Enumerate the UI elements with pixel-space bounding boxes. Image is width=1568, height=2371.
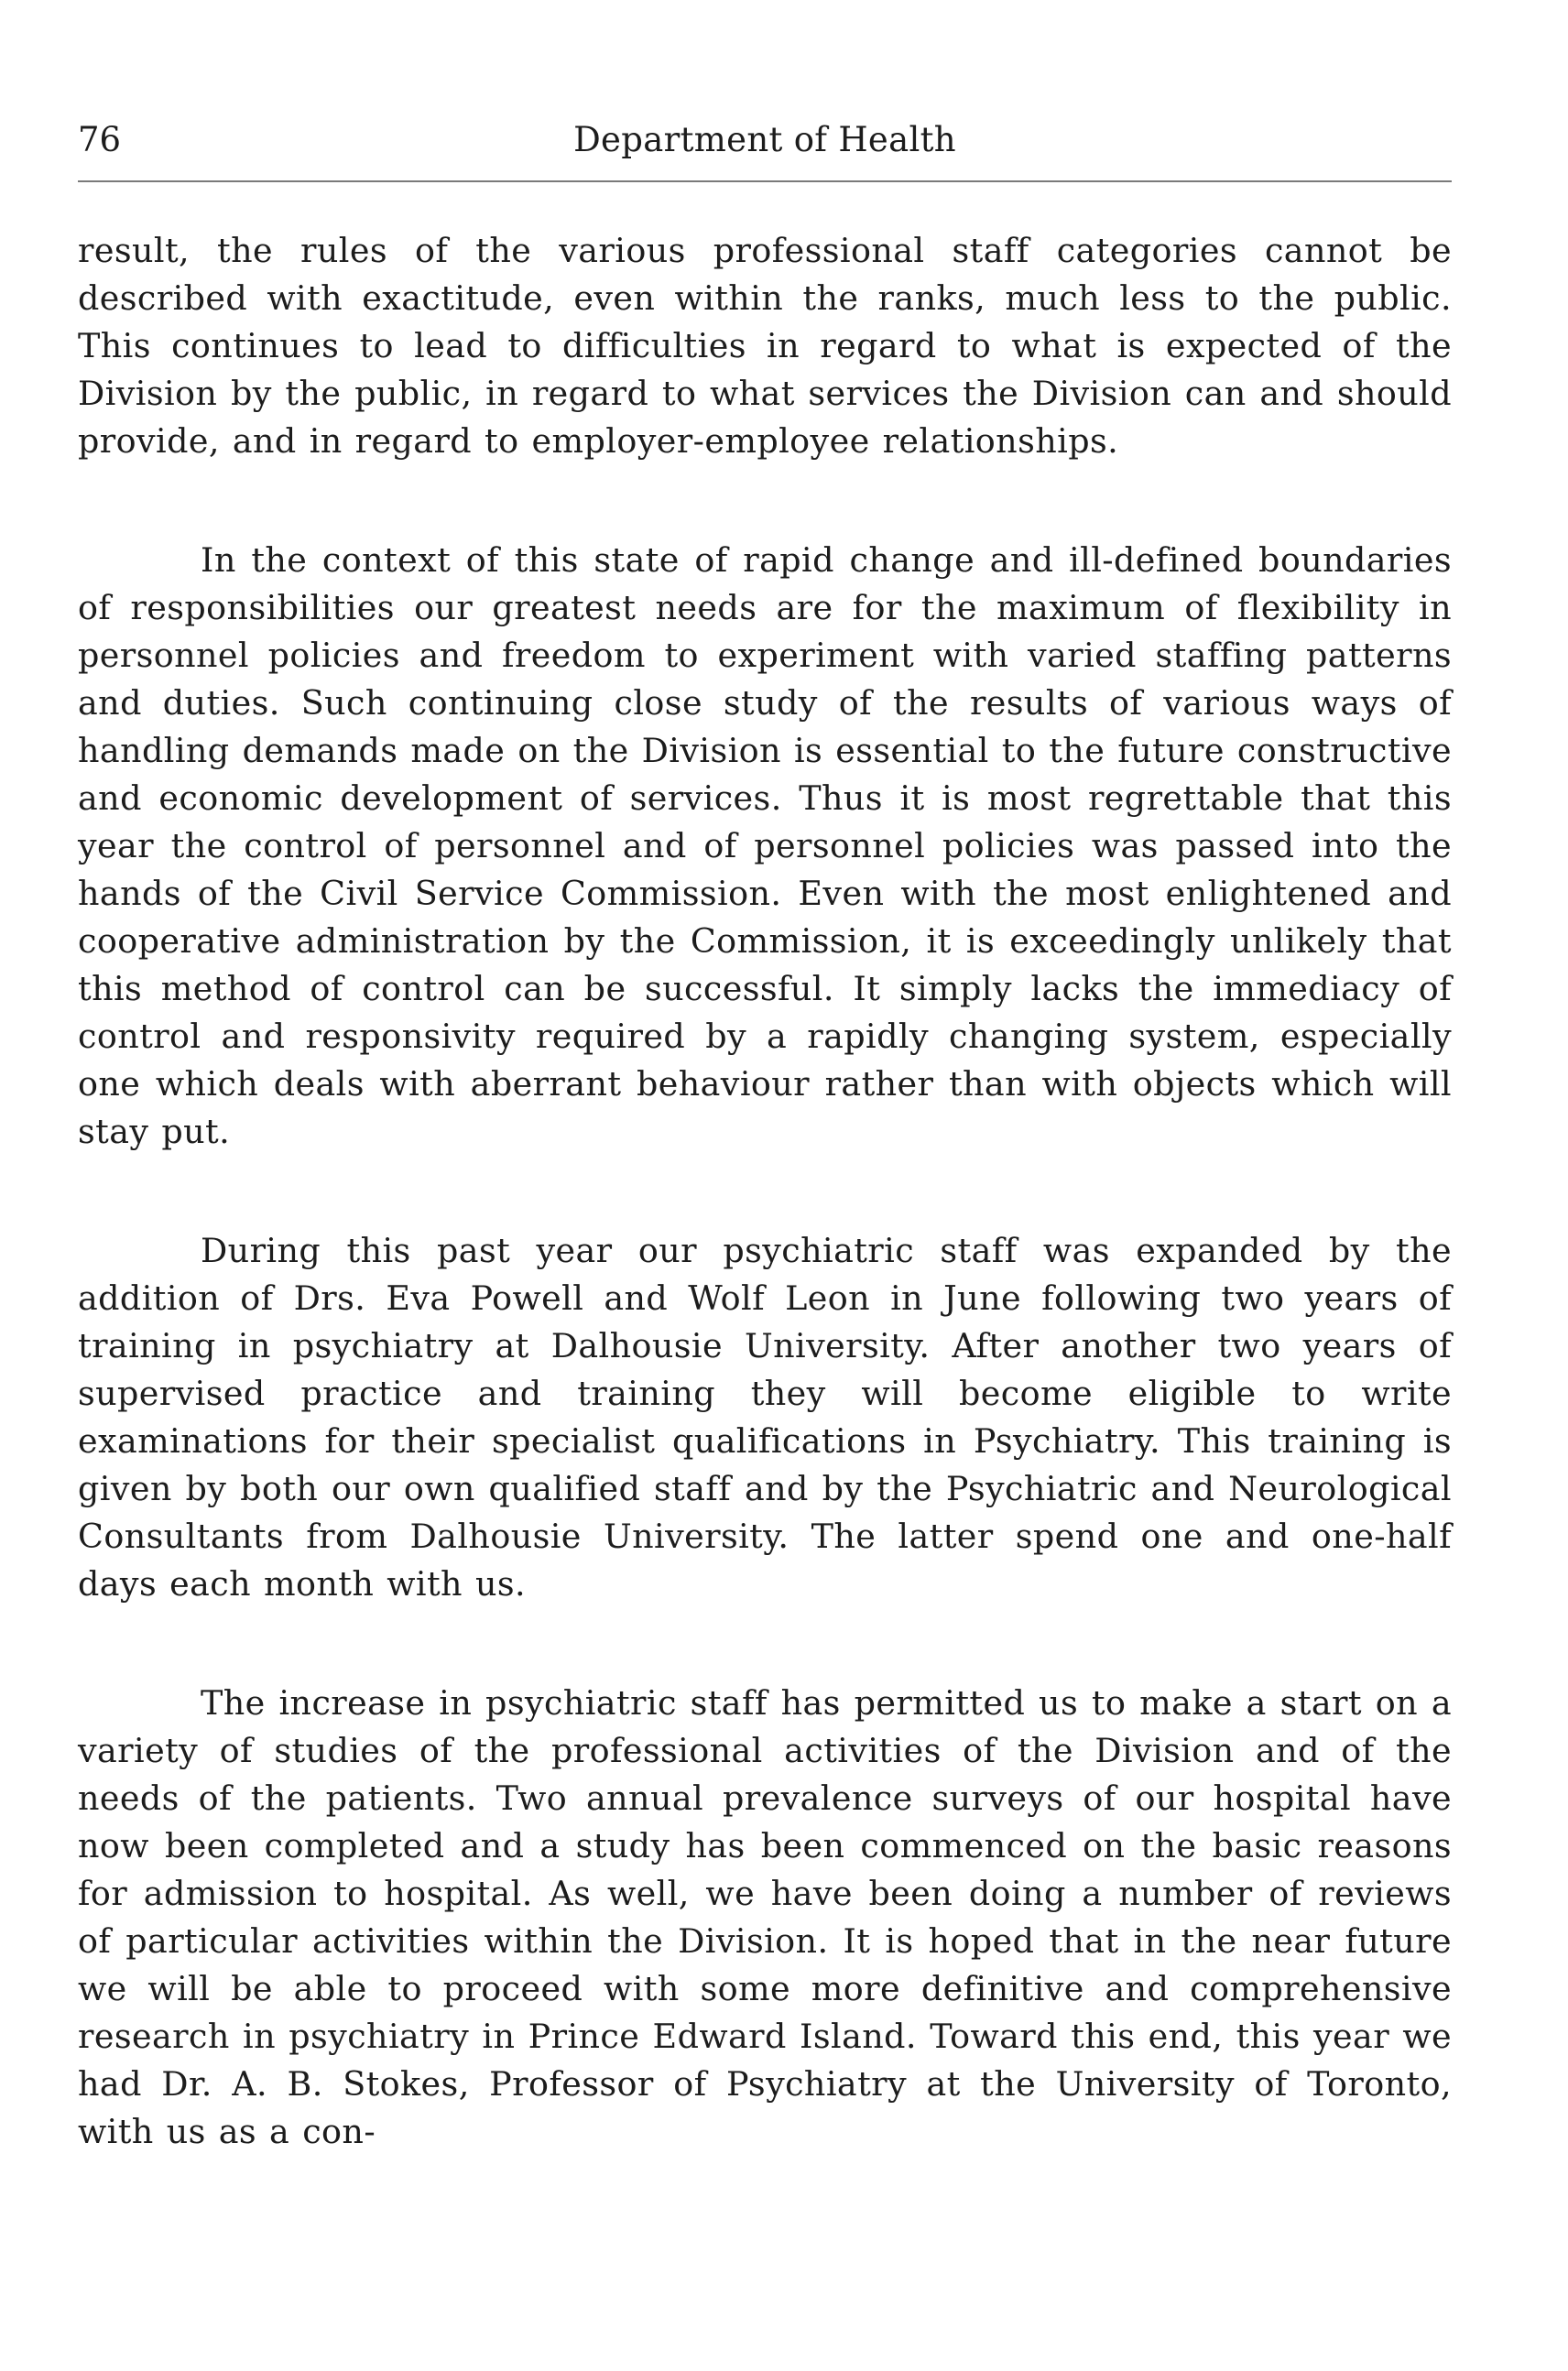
paragraph-continuation: result, the rules of the various professional staff categories cannot be described with exactitude, even within the ranks, much less to the public. This continues to lead to difficulties in regard to what is expected of the Division by the public, in regard to what services the Division can and should provide, and in regard to employer-employee relationships. (78, 231, 1452, 461)
running-head: Department of Health (573, 120, 956, 159)
page-number: 76 (78, 120, 122, 159)
paragraph-psychiatric-staff: During this past year our psychiatric staff was expanded by the addition of Drs. Eva Powell and Wolf Leon in June following two years of training in psychiatry at Dalhousie University. After another two years of supervised practice and training they will become eligible to write examinations for their specialist qualifications in Psychiatry. This training is given by both our own qualified staff and by the Psychiatric and Neurological Consultants from Dalhousie University. The latter spend one and one-half days each month with us. (78, 1231, 1452, 1604)
header-rule (78, 180, 1452, 182)
paragraph-personnel-policies: In the context of this state of rapid change and ill-defined boundaries of responsibilities our greatest needs are for the maximum of flexibility in personnel policies and freedom to experiment with varied staffing patterns and duties. Such continuing close study of the results of various ways of handling demands made on the Division is essential to the future constructive and economic development of services. Thus it is most regrettable that this year the control of personnel and of personnel policies was passed into the hands of the Civil Service Commission. Even with the most enlightened and cooperative administration by the Commission, it is exceedingly unlikely that this method of control can be successful. It simply lacks the immediacy of control and responsivity required by a rapidly changing system, especially one which deals with aberrant behaviour rather than with objects which will stay put. (78, 540, 1452, 1151)
page-header (78, 110, 1452, 183)
body-text (78, 227, 1452, 2227)
paragraph-studies-research: The increase in psychiatric staff has permitted us to make a start on a variety of studies of the professional activities of the Division and of the needs of the patients. Two annual prevalence surveys of our hospital have now been completed and a study has been commenced on the basic reasons for admission to hospital. As well, we have been doing a number of reviews of particular activities within the Division. It is hoped that in the near future we will be able to proceed with some more definitive and comprehensive research in psychiatry in Prince Edward Island. Toward this end, this year we had Dr. A. B. Stokes, Professor of Psychiatry at the University of Toronto, with us as a con- (78, 1683, 1452, 2151)
